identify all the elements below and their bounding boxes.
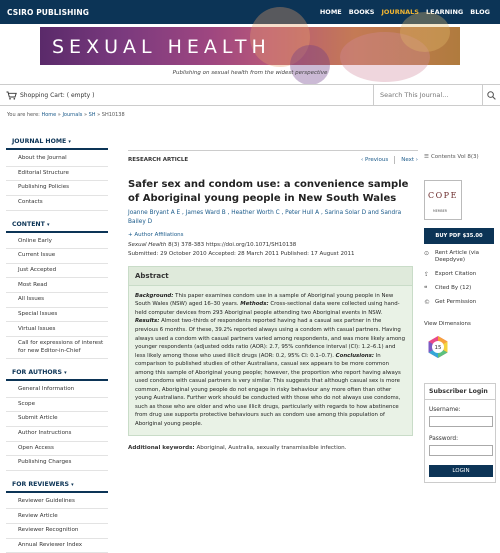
cope-member-logo[interactable] — [424, 180, 462, 220]
citation-details[interactable]: 8(3) 378-383 https://doi.org/10.1071/SH10138 — [166, 242, 297, 249]
previous-link[interactable]: ‹ Previous — [361, 156, 389, 163]
dimensions-count: 15 — [434, 345, 442, 352]
sidebar-item-review-article[interactable]: Review Article — [6, 509, 108, 524]
abstract-panel — [128, 266, 413, 437]
breadcrumb-sh[interactable]: SH — [88, 112, 96, 118]
export-citation-label: Export Citation — [435, 270, 477, 277]
article-authors[interactable]: Joanne Bryant A E , James Ward B , Heather Worth C , Peter Hull A , Sarina Solar D and Sandra Bailey D — [128, 210, 402, 225]
keywords-label: Additional keywords: — [128, 445, 195, 452]
chevron-down-icon: ▾ — [71, 481, 74, 488]
breadcrumb-prefix: You are here: — [7, 112, 40, 118]
nav-books[interactable]: BOOKS — [348, 8, 375, 16]
cope-logo-text: COPE — [428, 191, 458, 200]
journal-banner[interactable] — [40, 27, 460, 65]
breadcrumb-journals[interactable]: Journals — [62, 112, 83, 118]
keywords-list: Aboriginal, Australia, sexually transmissible infection. — [194, 445, 347, 452]
cope-logo-subtext: MEMBER — [433, 209, 447, 213]
article-type-label: RESEARCH ARTICLE — [128, 156, 189, 163]
nav-home[interactable]: HOME — [319, 8, 342, 16]
abstract-results-label: Results: — [135, 318, 160, 325]
abstract-background: This paper examines condom use in a sample of Aboriginal young people in New South Wales (NSW) aged 16–30 years. — [135, 292, 394, 308]
sidebar-item-annual-reviewer-index[interactable]: Annual Reviewer Index — [6, 539, 108, 553]
citation-journal: Sexual Health — [128, 242, 167, 249]
chevron-down-icon: ▾ — [68, 139, 71, 145]
breadcrumb-current: SH10138 — [101, 112, 125, 118]
top-nav-links — [320, 8, 490, 16]
rent-article-link[interactable] — [424, 250, 496, 265]
banner-title: SEXUAL HEALTH — [52, 36, 271, 58]
sidebar-section-for-authors[interactable]: FOR AUTHORS ▾ — [6, 367, 108, 381]
search-icon — [487, 91, 496, 100]
sidebar-item-reviewer-guidelines[interactable]: Reviewer Guidelines — [6, 495, 108, 510]
sidebar-item-just-accepted[interactable]: Just Accepted — [6, 264, 108, 279]
password-label: Password: — [429, 436, 459, 443]
sidebar-item-virtual-issues[interactable]: Virtual Issues — [6, 322, 108, 337]
additional-keywords — [128, 445, 418, 451]
sidebar-item-submit-article[interactable]: Submit Article — [6, 412, 108, 427]
article-title: Safer sex and condom use: a convenience sample of Aboriginal young people in New South Wales — [128, 179, 409, 204]
abstract-conclusions: In comparison to published studies of other Australians, casual sex appears to be more common among this sample of Aboriginal young people; however, the proportion who report having always used condoms with casual partners is very similar. This suggests that although casual sex is more common, Aboriginal young people do not engage in risky behaviour any more often than other young Australians. Further work should be conducted with those who do not always use condoms, such as those who are older and who use illicit drugs, particularly with regards to how abstinence from drug use supports protective behaviours such as condom use among this population of Aboriginal young people. — [135, 352, 401, 427]
cart-icon — [6, 91, 17, 100]
abstract-methods-label: Methods: — [240, 301, 269, 308]
sidebar-item-all-issues[interactable]: All Issues — [6, 293, 108, 308]
password-input[interactable] — [429, 445, 493, 456]
author-affiliations-toggle[interactable]: + Author Affiliations — [128, 232, 184, 239]
export-icon: ⇪ — [424, 270, 430, 278]
search-box — [373, 85, 500, 105]
article-pager — [361, 156, 418, 164]
article-main — [128, 150, 418, 451]
abstract-conclusions-label: Conclusions: — [335, 352, 374, 359]
article-toolbar — [128, 150, 418, 164]
sidebar-item-special-issues[interactable]: Special Issues — [6, 308, 108, 323]
abstract-heading: Abstract — [129, 267, 412, 286]
buy-pdf-button[interactable]: BUY PDF $35.00 — [424, 228, 494, 244]
contents-icon: ☰ — [424, 154, 429, 160]
chevron-down-icon: ▾ — [64, 369, 67, 376]
export-citation-link[interactable] — [424, 271, 496, 279]
breadcrumb: You are here: Home » Journals » SH » SH10138 — [7, 112, 125, 118]
chevron-left-icon: ‹ — [361, 156, 365, 163]
abstract-methods: Cross-sectional data were collected using hand-held computer devices from 293 Aboriginal people attending two Aboriginal events in NSW. — [135, 301, 400, 316]
get-permission-link[interactable] — [424, 299, 496, 307]
contents-label: Contents Vol 8(3) — [430, 154, 479, 160]
sidebar-item-current-issue[interactable]: Current Issue — [6, 249, 108, 264]
abstract-text — [129, 286, 412, 436]
subscriber-login-panel — [424, 383, 496, 483]
sidebar-section-for-reviewers[interactable]: FOR REVIEWERS ▾ — [6, 479, 108, 493]
cited-by-label: Cited By (12) — [435, 284, 472, 291]
rent-article-label: Rent Article (via Deepdyve) — [435, 250, 480, 264]
sidebar-item-open-access[interactable]: Open Access — [6, 442, 108, 457]
sidebar-item-policies[interactable]: Publishing Policies — [6, 181, 108, 196]
cited-by-link[interactable] — [424, 285, 496, 293]
sidebar-item-author-instructions[interactable]: Author Instructions — [6, 427, 108, 442]
sidebar-section-journal-home[interactable]: JOURNAL HOME ▾ — [6, 136, 108, 150]
journal-tagline: Publishing on sexual health from the widest perspective — [172, 70, 328, 76]
search-button[interactable] — [482, 85, 500, 105]
nav-blog[interactable]: BLOG — [470, 8, 490, 16]
sidebar-item-online-early[interactable]: Online Early — [6, 235, 108, 250]
sidebar-item-reviewer-recognition[interactable]: Reviewer Recognition — [6, 524, 108, 539]
permission-icon: © — [424, 299, 430, 307]
nav-journals[interactable]: JOURNALS — [381, 8, 419, 16]
dimensions-badge[interactable] — [426, 335, 450, 359]
sidebar-item-publishing-charges[interactable]: Publishing Charges — [6, 456, 108, 471]
abstract-results: Almost two-thirds of respondents reported having had a casual sex partner in the previous 6 months. Of these, 39.2% reported always using a condom with casual partners. Having always used a condom with casual partners varied among respondents, and was more likely among younger respondents (adjusted odds ratio (AOR): 2.7, 95% confidence interval (CI): 1.2–6.1) and less likely among those who used illicit drugs (AOR: 0.2, 95% CI: 0.1–0.7). — [135, 318, 405, 359]
abstract-background-label: Background: — [135, 292, 174, 299]
contents-link[interactable] — [424, 150, 496, 164]
left-sidebar — [6, 136, 108, 553]
article-citation — [128, 241, 418, 258]
chevron-down-icon: ▾ — [46, 221, 50, 228]
sidebar-item-contacts[interactable]: Contacts — [6, 196, 108, 211]
login-button[interactable]: LOGIN — [429, 465, 493, 477]
username-input[interactable] — [429, 416, 493, 427]
sidebar-item-most-read[interactable]: Most Read — [6, 278, 108, 293]
username-label: Username: — [429, 407, 461, 414]
search-input[interactable] — [374, 85, 482, 105]
article-dates: Submitted: 29 October 2010 Accepted: 28 March 2011 Published: 17 August 2011 — [128, 250, 355, 257]
view-dimensions-label[interactable]: View Dimensions — [424, 321, 471, 328]
cited-icon: ❝ — [424, 284, 428, 292]
sidebar-item-general-info[interactable]: General Information — [6, 383, 108, 398]
login-title: Subscriber Login — [425, 384, 495, 400]
cart-label: Shopping Cart: ( empty ) — [20, 91, 95, 99]
sidebar-item-call-editor[interactable]: Call for expressions of interest for new Editor-in-Chief — [6, 337, 108, 359]
next-link[interactable]: Next › — [401, 156, 418, 163]
brand-logo-text[interactable]: CSIRO PUBLISHING — [7, 7, 89, 17]
nav-learning[interactable]: LEARNING — [426, 8, 464, 16]
right-column — [424, 150, 496, 483]
rent-icon: ⊙ — [424, 250, 430, 257]
get-permission-label: Get Permission — [435, 299, 477, 306]
sidebar-item-scope[interactable]: Scope — [6, 398, 108, 413]
cart-search-bar — [0, 84, 500, 106]
dimensions-badge-icon — [426, 335, 450, 359]
sidebar-item-about[interactable]: About the Journal — [6, 152, 108, 167]
sidebar-section-content[interactable]: CONTENT ▾ — [6, 219, 108, 233]
shopping-cart[interactable] — [6, 91, 94, 100]
chevron-right-icon: › — [414, 156, 418, 163]
breadcrumb-home[interactable]: Home — [41, 112, 57, 118]
sidebar-item-editorial[interactable]: Editorial Structure — [6, 167, 108, 182]
